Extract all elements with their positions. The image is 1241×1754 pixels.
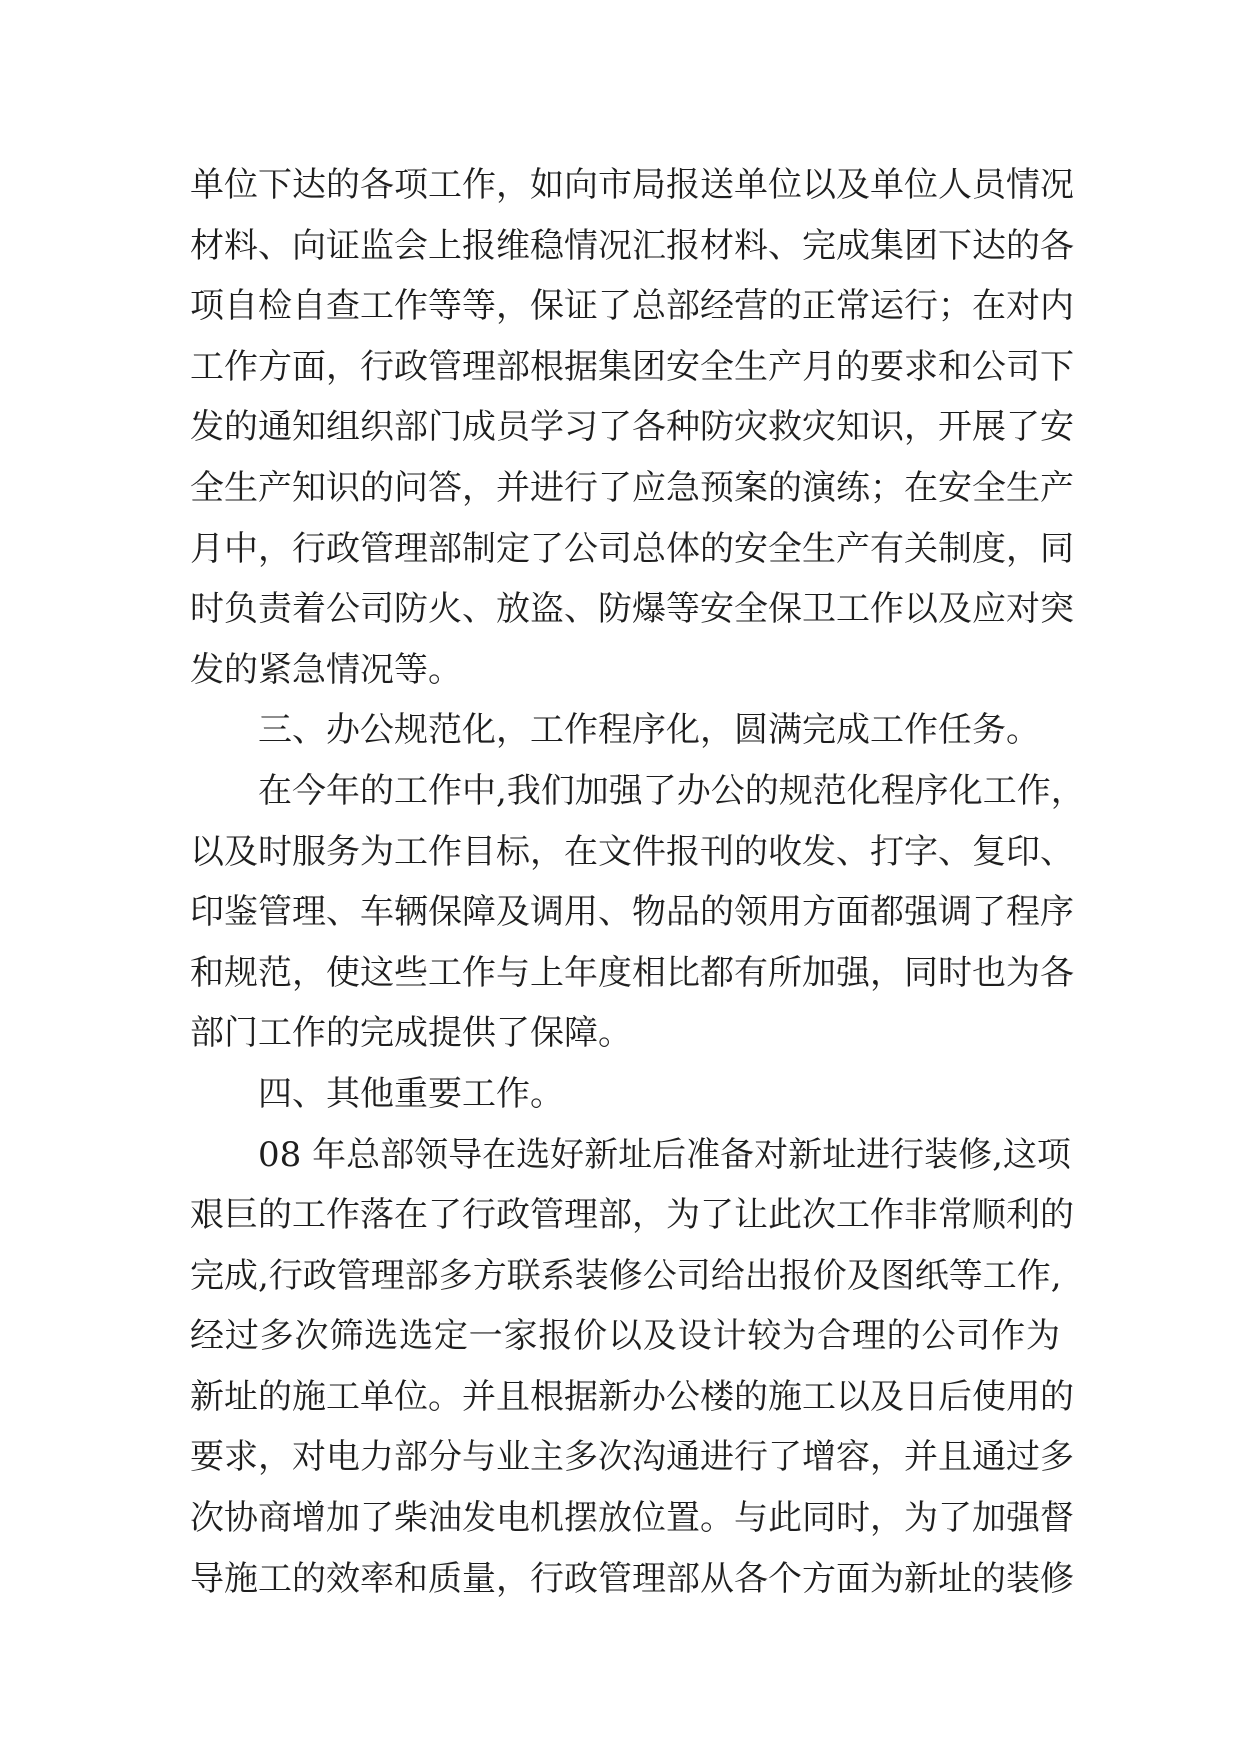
text-line: 部门工作的完成提供了保障。 <box>190 1013 632 1054</box>
text-line: 次协商增加了柴油发电机摆放位置。与此同时，为了加强督 <box>190 1498 1074 1539</box>
text-line: 发的紧急情况等。 <box>190 649 462 690</box>
text-line: 时负责着公司防火、放盗、防爆等安全保卫工作以及应对突 <box>190 589 1074 630</box>
text-line: 艰巨的工作落在了行政管理部，为了让此次工作非常顺利的 <box>190 1195 1074 1236</box>
text-line: 要求，对电力部分与业主多次沟通进行了增容，并且通过多 <box>190 1437 1074 1478</box>
text-line: 和规范，使这些工作与上年度相比都有所加强，同时也为各 <box>190 952 1074 993</box>
text-line: 项自检自查工作等等，保证了总部经营的正常运行；在对内 <box>190 286 1074 327</box>
text-line: 以及时服务为工作目标，在文件报刊的收发、打字、复印、 <box>190 831 1074 872</box>
text-line: 新址的施工单位。并且根据新办公楼的施工以及日后使用的 <box>190 1376 1074 1417</box>
text-line: 经过多次筛选选定一家报价以及设计较为合理的公司作为 <box>190 1316 1060 1357</box>
text-line: 08 年总部领导在选好新址后准备对新址进行装修,这项 <box>258 1134 1071 1175</box>
text-line: 在今年的工作中,我们加强了办公的规范化程序化工作， <box>258 770 1085 811</box>
text-line: 全生产知识的问答，并进行了应急预案的演练；在安全生产 <box>190 467 1074 508</box>
text-line: 完成,行政管理部多方联系装修公司给出报价及图纸等工作, <box>190 1255 1062 1296</box>
text-line: 发的通知组织部门成员学习了各种防灾救灾知识，开展了安 <box>190 407 1074 448</box>
text-line: 单位下达的各项工作，如向市局报送单位以及单位人员情况 <box>190 165 1074 205</box>
section-heading: 四、其他重要工作。 <box>258 1073 564 1114</box>
text-line: 月中，行政管理部制定了公司总体的安全生产有关制度，同 <box>190 528 1074 569</box>
document-body <box>190 155 1085 1609</box>
text-line: 工作方面，行政管理部根据集团安全生产月的要求和公司下 <box>190 346 1074 387</box>
text-line: 印鉴管理、车辆保障及调用、物品的领用方面都强调了程序 <box>190 892 1074 933</box>
section-heading: 三、办公规范化，工作程序化，圆满完成工作任务。 <box>258 710 1040 751</box>
text-line: 材料、向证监会上报维稳情况汇报材料、完成集团下达的各 <box>190 225 1074 266</box>
text-line: 导施工的效率和质量，行政管理部从各个方面为新址的装修 <box>190 1558 1074 1599</box>
